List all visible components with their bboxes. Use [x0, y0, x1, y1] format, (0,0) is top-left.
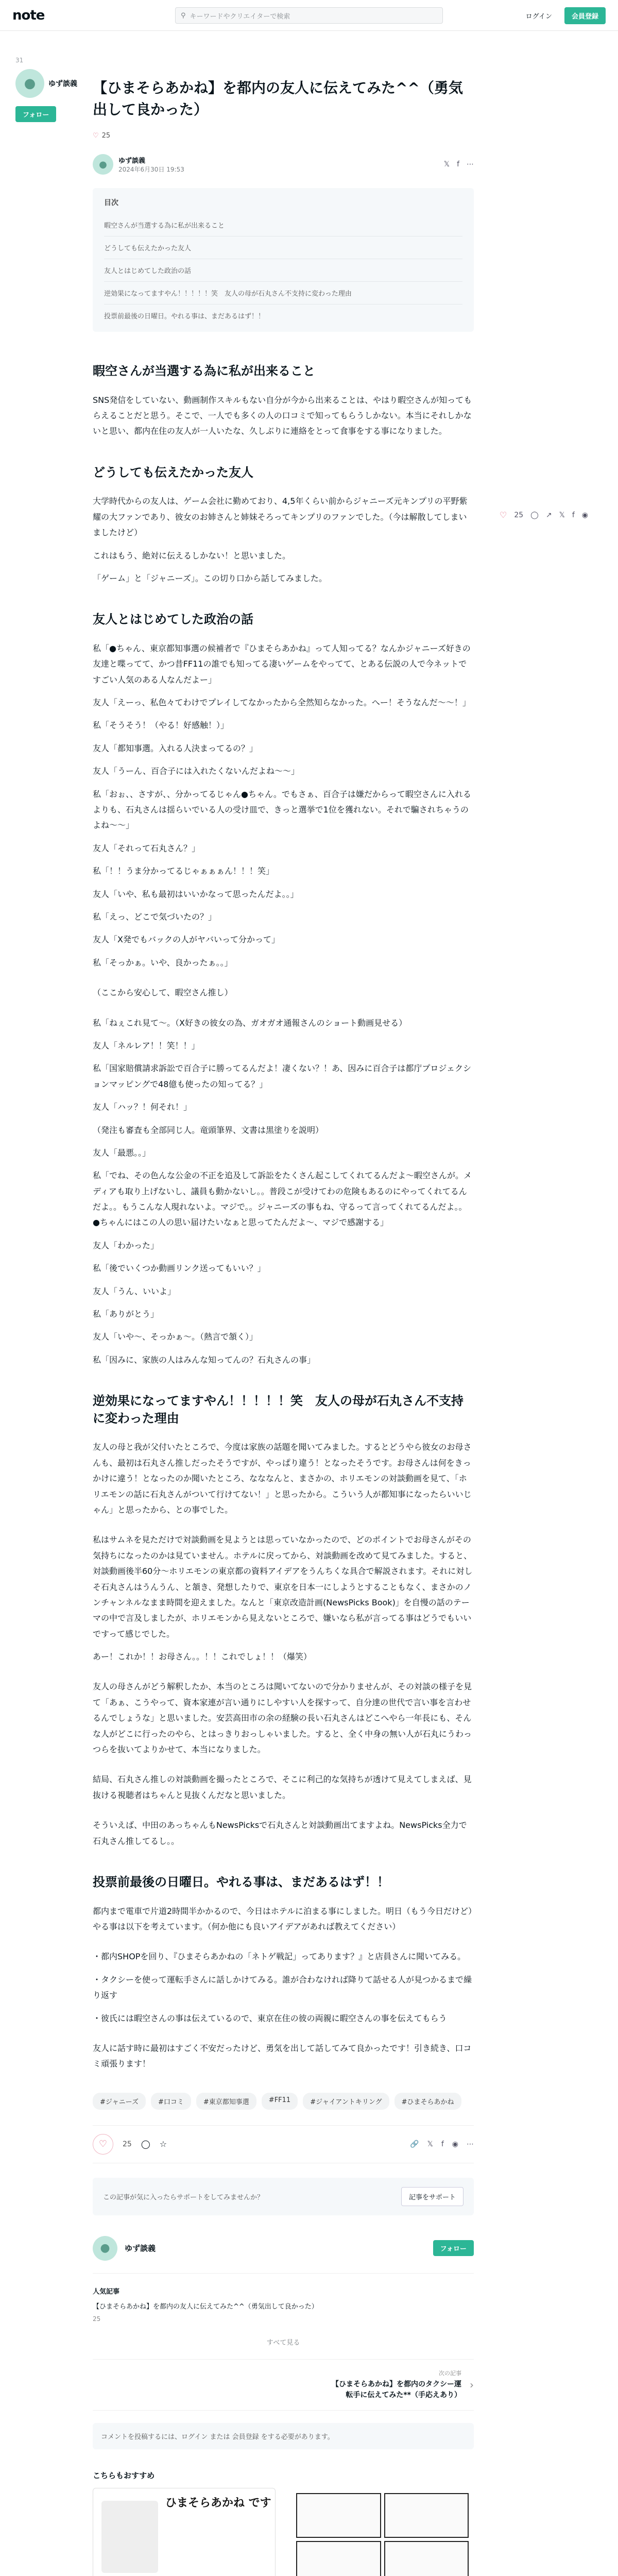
top-header [0, 0, 618, 31]
section-heading: どうしても伝えたかった友人 [93, 465, 253, 480]
profile-name[interactable]: ゆず談義 [125, 2244, 156, 2253]
paragraph: 私「そっかぁ。いや、良かったぁ。。」 [93, 957, 233, 968]
x-icon[interactable]: 𝕏 [427, 2140, 433, 2148]
like-button[interactable]: ♡ [93, 2134, 113, 2155]
toc-item[interactable]: 逆効果になってますやん！！！！！笑 友人の母が石丸さん不支持に変わった理由 [104, 282, 462, 304]
facebook-icon[interactable]: f [457, 160, 459, 168]
popular-heading: 人気記事 [93, 2287, 120, 2296]
section-heading: 友人とはじめてした政治の話 [93, 612, 253, 627]
support-button[interactable]: 記事をサポート [401, 2187, 464, 2206]
line-icon[interactable]: ◉ [581, 511, 589, 519]
hashtag[interactable]: #ジャニーズ [93, 2093, 146, 2110]
next-label: 次の記事 [439, 2370, 461, 2377]
paragraph: 友人「いや、私も最初はいいかなって思ったんだよ。。」 [93, 889, 299, 899]
paragraph: 私「●ちゃん、東京都知事選の候補者で『ひまそらあかね』って人知ってる？なんかジャニーズ好きの友達と喋ってて、かつ昔FF11の誰でも知ってる凄いゲームをやってて、とある伝説の人で今ネットですごい人気のある人なんだよー」 [93, 643, 471, 685]
author-name[interactable]: ゆず談義 [118, 157, 146, 165]
creator-name[interactable]: ゆず談義 [48, 80, 77, 88]
paragraph: 友人「X発でもバックの人がヤバいって分かって」 [93, 935, 280, 945]
paragraph: 友人「それって石丸さん？」 [93, 843, 200, 853]
paragraph: 友人の母と我が父付いたところで、今度は家族の話題を聞いてみました。するとどうやら彼女のお母さんも、最初は石丸さん推しだったそうですが、やっぱり違う！となったそうです。お母さんは何をきっかけに違う！となったのか聞いたところ、なななんと、まさかの、ホリエモンの対談動画を見て、「ホリエモンの話に石丸さんがついて行けてない！」と思ったから。こういう人が都知事になったらいいじゃん」と思ったから、との事でした。 [93, 1442, 472, 1515]
chevron-right-icon: › [470, 2379, 474, 2392]
next-article-card[interactable] [93, 2359, 474, 2411]
recommend-thumbnail [93, 2488, 276, 2576]
paragraph: ・タクシーを使って運転手さんに話しかけてみる。誰が合わなければ降りて話せる人が見つかるまで繰り返す [93, 1974, 472, 2001]
paragraph: 友人「最悪。。」 [93, 1147, 151, 1158]
toc-item[interactable]: どうしても伝えたかった友人 [104, 236, 462, 259]
comment-notice: コメントを投稿するには、ログイン または 会員登録 をする必要があります。 [93, 2423, 474, 2449]
toc-heading: 目次 [104, 199, 118, 207]
heart-icon[interactable]: ♡ [93, 132, 99, 140]
publish-date: 2024年6月30日 19:53 [118, 166, 184, 173]
recommend-card[interactable] [93, 2488, 276, 2576]
hashtag[interactable]: #口コミ [151, 2093, 191, 2110]
support-text: この記事が気に入ったらサポートをしてみませんか？ [103, 2193, 264, 2201]
article-byline [93, 154, 474, 175]
paragraph: 私「ねぇこれ見て〜。（X好きの彼女の為、ガオガオ通報さんのショート動画見せる） [93, 1018, 407, 1028]
floating-share-bar [500, 510, 588, 520]
like-count: 25 [101, 132, 111, 140]
paragraph: 「ゲーム」と「ジャニーズ」。この切り口から話してみました。 [93, 573, 327, 583]
paragraph: （発注も審査も全部同じ人。竜頭筆界、文書は黒塗りを説明） [93, 1125, 324, 1135]
facebook-icon[interactable]: f [441, 2140, 444, 2148]
article-title: 【ひまそらあかね】を都内の友人に伝えてみた^^（勇気出して良かった） [93, 79, 463, 118]
paragraph: 私「ありがとう」 [93, 1309, 159, 1319]
hashtag-list [93, 2093, 474, 2110]
link-icon[interactable]: 🔗 [410, 2140, 419, 2148]
creator-sidebar [15, 57, 93, 122]
more-icon[interactable]: ⋯ [467, 160, 474, 168]
next-title: 【ひまそらあかね】を都内のタクシー運転手に伝えてみた**（手応えあり） [332, 2380, 461, 2400]
search-placeholder: キーワードやクリエイターで検索 [190, 12, 290, 21]
like-icon[interactable]: ♡ [500, 510, 507, 520]
line-icon[interactable]: ◉ [452, 2140, 458, 2148]
paragraph: 私「おぉ、、さすが、、分かってるじゃん●ちゃん。でもさぁ、百合子は嫌だからって暇空さんに入れるよりも、石丸さんは揺らいでいる人の受け皿で、きっと選挙で1位を獲れない。それで騙されちゃうのよね〜〜」 [93, 789, 471, 831]
facebook-icon[interactable]: f [572, 511, 575, 519]
hashtag[interactable]: #ジャイアントキリング [303, 2093, 389, 2110]
login-button[interactable]: ログイン [525, 13, 552, 21]
paragraph: 私はサムネを見ただけで対談動画を見ようとは思っていなかったので、どのポイントでお母さんがその気持ちになったのかは見ていません。ホテルに戻ってから、対談動画を改めて見てみました。すると、対談動画後半60分〜ホリエモンの東京都の資料アイデアをうんちくな具合で解説されます。それに対しそ石丸さんはうんうん、と頷き、発想したりで、東京を日本一にしようとすることもなく、まさかのノンチャンネルなまま時間を迎えました。なんと「東京改造計画(NewsPicks Book)」を自慢の話のテーマの中で言及しましたが、ホリエモンから見えないところで、嫌いなら私が言ってる事はどうでもいいですって感じでした。 [93, 1535, 473, 1639]
like-count: 25 [123, 2140, 132, 2148]
more-icon[interactable]: ⋯ [467, 2140, 474, 2148]
paragraph: 私「後でいくつか動画リンク送ってもいい？」 [93, 1263, 266, 1274]
author-profile [93, 2231, 474, 2274]
paragraph: 私「！！うま分かってるじゃぁぁぁん！！！笑」 [93, 866, 274, 876]
section-heading: 投票前最後の日曜日。やれる事は、まだあるはず！！ [93, 1874, 389, 1889]
recommend-thumbnail [291, 2488, 474, 2576]
creator-aside-mark: 31 [15, 57, 24, 64]
paragraph: SNS発信をしていない、動画制作スキルもない自分が今から出来ることは、やはり暇空さんが知ってもらえることだと思う。そこで、一人でも多くの人の口コミで知ってもらうしかない。本当にそれしかないと思い、都内在住の友人が一人いたな、久しぶりに連絡をとって食事をする事になりました。 [93, 395, 472, 436]
table-of-contents [93, 188, 474, 332]
search-input[interactable] [175, 7, 443, 24]
x-icon[interactable]: 𝕏 [443, 160, 450, 168]
paragraph: これはもう、絶対に伝えるしかない！と思いました。 [93, 550, 291, 561]
paragraph: 私「因みに、家族の人はみんな知ってんの？石丸さんの事」 [93, 1354, 316, 1365]
paragraph: 友人の母さんがどう解釈したか、本当のところは聞いてないので分かりませんが、その対談の様子を見て「あぁ、こうやって、資本家連が言い通りにしやすい人を探すって、自分達の世代で言い事を言わせるんでしょうな」と思いました。安芸高田市の余の経験の長い石丸さんはどこへやら一年長にも、そんな人がどこに行ったのやら、とはっきりおっしゃいました。すると、全く中身の無い人が石丸にうわっつらを抜いてよりかせて、本当になりました。 [93, 1682, 472, 1755]
toc-item[interactable]: 暇空さんが当選する為に私が出来ること [104, 214, 462, 236]
comment-icon[interactable]: ◯ [141, 2139, 150, 2149]
comment-icon[interactable]: ◯ [530, 511, 539, 519]
recommend-heading: こちらもおすすめ [93, 2471, 155, 2481]
popular-item[interactable]: 【ひまそらあかね】を都内の友人に伝えてみた^^（勇気出して良かった） [93, 2302, 318, 2311]
support-box [93, 2178, 474, 2215]
author-avatar[interactable]: ● [93, 154, 113, 175]
paragraph: 友人「うん、いいよ」 [93, 1286, 176, 1296]
paragraph: 友人「いや〜、そっかぁ〜。（熱言で頷く）」 [93, 1332, 258, 1342]
popular-like-count: 25 [93, 2315, 101, 2323]
thumbnail-text: ひまそらあかね です [165, 2497, 271, 2510]
hashtag[interactable]: #FF11 [262, 2093, 298, 2110]
header-actions [520, 7, 606, 24]
paragraph: 都内まで電車で片道2時間半かかるので、今日はホテルに泊まる事にしました。明日（もう今日だけど）やる事は以下を考えています。（何か他にも良いアイデアがあれば教えてください） [93, 1906, 473, 1931]
floating-like-count: 25 [514, 511, 524, 519]
signup-button[interactable]: 会員登録 [564, 7, 606, 24]
paragraph: 結局、石丸さん推しの対談動画を撮ったところで、そこに利己的な気持ちが透けて見えてしまえば、見抜ける視聴者はちゃんと見抜くんだなと思いました。 [93, 1774, 472, 1800]
recommend-grid [93, 2488, 474, 2576]
creator-avatar[interactable]: ● [15, 69, 44, 98]
paragraph: 友人「わかった」 [93, 1240, 159, 1250]
paragraph: ・彼氏には暇空さんの事は伝えているので、東京在住の彼の両親に暇空さんの事を伝えてもらう [93, 2013, 447, 2023]
article-actions [93, 2125, 474, 2163]
follow-button[interactable]: フォロー [15, 106, 56, 122]
recommend-card[interactable] [291, 2488, 474, 2576]
paragraph: 友人「うーん、百合子には入れたくないんだよね〜〜」 [93, 766, 299, 776]
paragraph: あー！これか！！お母さん。。！！これでしょ！！（爆笑） [93, 1652, 312, 1662]
search-icon: ⚲ [181, 11, 186, 20]
paragraph: 友人に話す時に最初はすごく不安だったけど、勇気を出して話してみて良かったです！引き続き、口コミ頑張ります！ [93, 2043, 472, 2069]
article-like-summary [93, 132, 474, 140]
share-icon[interactable]: ↗ [545, 511, 552, 519]
profile-avatar[interactable]: ● [93, 2236, 117, 2261]
paragraph: 友人「都知事選。入れる人決まってるの？」 [93, 743, 258, 753]
paragraph: 私「国家賠償請求訴訟で百合子に勝ってるんだよ！凄くない？！あ、因みに百合子は都庁プロジェクションマッピングで48億も使ったの知ってる？」 [93, 1063, 472, 1089]
bookmark-icon[interactable]: ☆ [159, 2139, 167, 2149]
paragraph: そういえば、中田のあっちゃんもNewsPicksで石丸さんと対談動画出てますよね。NewsPicks全力で石丸さん推してるし。。 [93, 1820, 467, 1846]
toc-item[interactable]: 投票前最後の日曜日。やれる事は、まだあるはず！！ [104, 313, 265, 320]
see-all-link[interactable]: すべて見る [266, 2339, 300, 2347]
paragraph: ・都内SHOPを回り、『ひまそらあかねの「ネトゲ戦記」ってあります？』と店員さんに聞いてみる。 [93, 1952, 466, 1962]
paragraph: 友人「ネルレア！！笑！！」 [93, 1040, 200, 1050]
paragraph: 私「でね、その色んな公金の不正を追及して訴訟をたくさん起こしてくれてるんだよ〜暇空さんが。メディアも取り上げないし、議員も動かないし。。普段こが受けてわの危険もあるのにやってくれてるんだよ。。もうこんな人現れないよ。マジで。。ジャニーズの事もね、守るって言ってくれてるんだよ。。●ちゃんにはこの人の思い届けたいなぁと思ってたんだよ〜、マジで感謝する」 [93, 1171, 472, 1228]
x-icon[interactable]: 𝕏 [559, 511, 565, 519]
paragraph: 大学時代からの友人は、ゲーム会社に勤めており、4,5年くらい前からジャニーズ元キンプリの平野紫耀の大ファンであり、彼女のお姉さんと姉妹そろってキンプリのファンでした。（今は解散してしまいましたけど） [93, 496, 468, 538]
profile-follow-button[interactable]: フォロー [433, 2240, 474, 2256]
section-heading: 逆効果になってますやん！！！！！笑 友人の母が石丸さん不支持に変わった理由 [93, 1394, 464, 1426]
section-heading: 暇空さんが当選する為に私が出来ること [93, 364, 315, 378]
hashtag[interactable]: #東京都知事選 [196, 2093, 256, 2110]
paragraph: 私「えっ、どこで気づいたの？」 [93, 911, 217, 922]
paragraph: 私「そうそう！（やる！好感触！）」 [93, 720, 229, 731]
popular-articles [93, 2286, 474, 2323]
hashtag[interactable]: #ひまそらあかね [394, 2093, 461, 2110]
paragraph: 友人「ハッ？！何それ！」 [93, 1102, 192, 1112]
paragraph: 友人「えーっ、私色々てわけでプレイしてなかったから全然知らなかった。へー！そうなんだ〜〜！」 [93, 698, 471, 708]
note-logo[interactable]: note [12, 7, 45, 23]
paragraph: （ここから安心して、暇空さん推し） [93, 988, 233, 998]
article-main [93, 77, 474, 2576]
toc-item[interactable]: 友人とはじめてした政治の話 [104, 259, 462, 282]
